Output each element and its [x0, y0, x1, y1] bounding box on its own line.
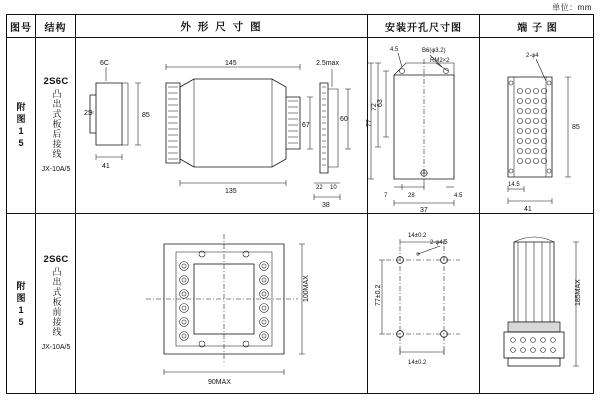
header-col-id: 图号	[10, 22, 32, 34]
unit-note: 单位：mm	[552, 3, 592, 12]
row2-terminal-drawing	[480, 214, 595, 393]
row1-struct	[36, 37, 76, 213]
header-col-terminal: 端 子 图	[517, 22, 558, 34]
svg-text:72: 72	[371, 103, 378, 111]
svg-text:90MAX: 90MAX	[208, 379, 231, 386]
row1-outline-drawing	[76, 37, 367, 213]
header-col-mounting: 安装开孔尺寸图	[385, 22, 462, 34]
row2-desc: 凸出式板前接线	[51, 267, 62, 337]
row1-sub: JX-10A/5	[41, 165, 71, 173]
row1-terminal-drawing	[480, 37, 595, 213]
svg-text:41: 41	[524, 206, 532, 213]
svg-text:100MAX: 100MAX	[303, 275, 310, 302]
svg-text:77±0.2: 77±0.2	[375, 284, 382, 306]
svg-text:77: 77	[366, 119, 373, 127]
row2-struct	[36, 214, 76, 393]
row2-mounting-drawing	[368, 214, 479, 393]
svg-text:85: 85	[572, 124, 580, 131]
svg-text:38: 38	[322, 202, 330, 209]
svg-text:6C: 6C	[100, 60, 109, 67]
svg-text:85: 85	[142, 112, 150, 119]
row2-id	[7, 214, 35, 393]
row1-id-char-1: 图	[16, 114, 26, 124]
svg-text:B6(φ3.2): B6(φ3.2)	[422, 48, 446, 54]
row1-model: 2S6C	[43, 75, 69, 87]
row2-id-char-1: 图	[16, 292, 26, 303]
svg-text:4.5: 4.5	[390, 47, 399, 53]
svg-text:RM2×2: RM2×2	[430, 58, 450, 64]
svg-text:41: 41	[102, 163, 110, 170]
svg-text:2-φ4.5: 2-φ4.5	[430, 240, 448, 246]
svg-text:67: 67	[302, 122, 310, 129]
row2-id-char-2: 1	[18, 304, 24, 315]
svg-text:185MAX: 185MAX	[575, 279, 582, 306]
svg-text:60: 60	[340, 116, 348, 123]
row1-desc: 凸出式板后接线	[51, 88, 62, 159]
svg-text:2.5max: 2.5max	[316, 60, 339, 67]
row1-id-char-0: 附	[16, 102, 26, 112]
svg-text:14±0.2: 14±0.2	[408, 233, 427, 239]
svg-text:4.5: 4.5	[454, 193, 463, 199]
svg-text:14±0.2: 14±0.2	[408, 360, 427, 366]
header-col-outline: 外 形 尺 寸 图	[180, 20, 263, 33]
spec-table	[6, 14, 594, 394]
svg-text:2S: 2S	[84, 110, 93, 117]
svg-text:10: 10	[330, 185, 337, 191]
svg-text:14.5: 14.5	[508, 182, 520, 188]
svg-text:22: 22	[316, 185, 323, 191]
row1-mounting-drawing	[368, 37, 479, 213]
row2-outline-drawing	[76, 214, 367, 393]
svg-text:63: 63	[377, 99, 384, 107]
row1-id-char-3: 5	[18, 138, 24, 148]
row2-id-char-3: 5	[18, 316, 24, 327]
svg-text:2-φ4: 2-φ4	[526, 53, 539, 59]
row2-id-char-0: 附	[16, 280, 26, 291]
row1-id-char-2: 1	[18, 126, 24, 136]
row2-sub: JX-10A/5	[41, 344, 71, 351]
svg-text:37: 37	[420, 207, 428, 214]
row1-id	[7, 37, 35, 213]
header-col-struct: 结构	[44, 22, 67, 34]
svg-text:7: 7	[384, 193, 388, 199]
svg-text:145: 145	[225, 60, 237, 67]
svg-text:135: 135	[225, 188, 237, 195]
row2-model: 2S6C	[43, 254, 69, 265]
svg-text:28: 28	[408, 193, 415, 199]
